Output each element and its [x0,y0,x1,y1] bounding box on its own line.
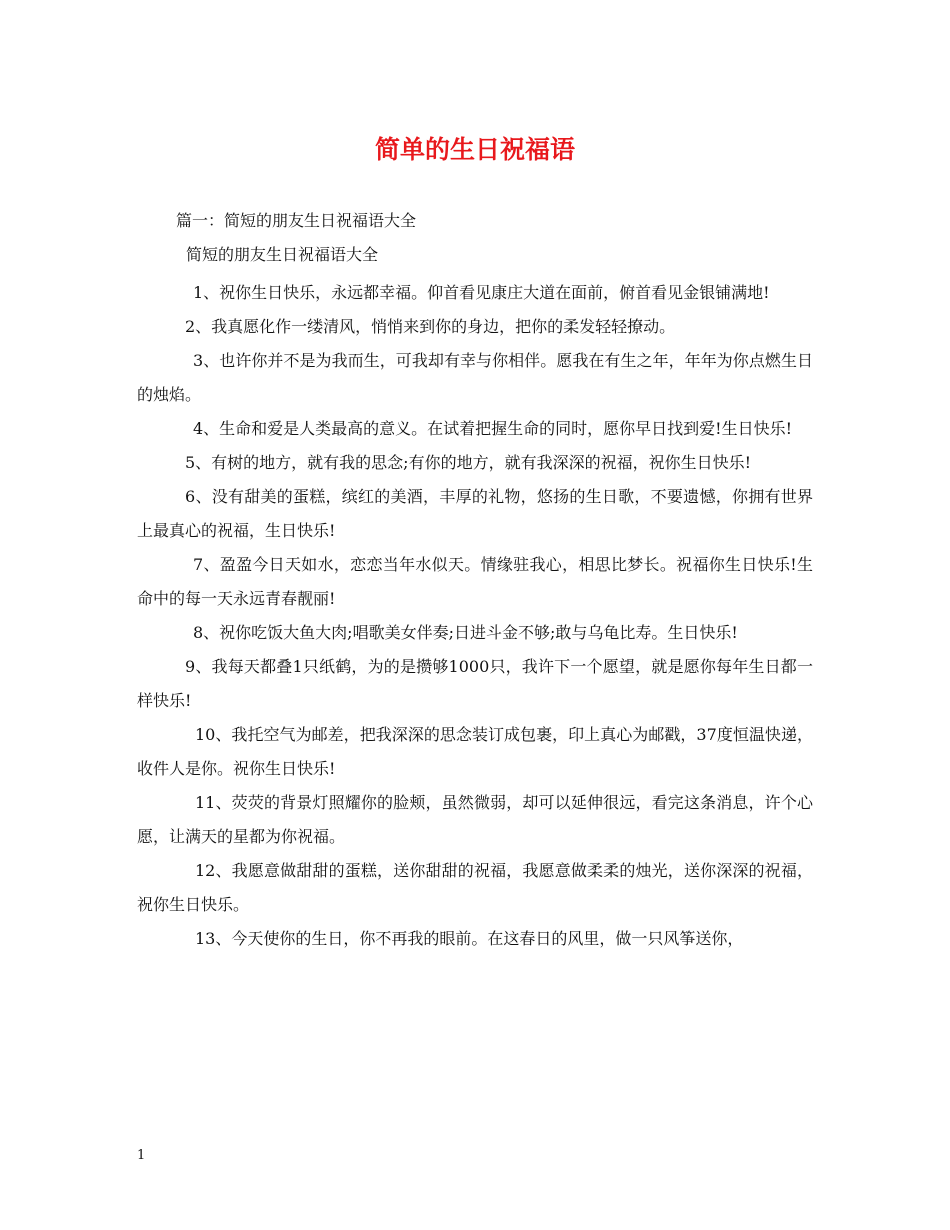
paragraph-11: 11、荧荧的背景灯照耀你的脸颊，虽然微弱，却可以延伸很远，看完这条消息，许个心愿，让满天的星都为你祝福。 [137,793,813,846]
paragraph-10: 10、我托空气为邮差，把我深深的思念装订成包裹，印上真心为邮戳，37度恒温快递，收件人是你。祝你生日快乐! [137,725,813,778]
paragraph-7: 7、盈盈今日天如水，恋恋当年水似天。情缘驻我心，相思比梦长。祝福你生日快乐!生命中的每一天永远青春靓丽! [137,555,813,608]
document-title: 简单的生日祝福语 [374,135,575,164]
paragraph-13: 13、今天使你的生日，你不再我的眼前。在这春日的风里，做一只风筝送你， [195,929,744,948]
sub-heading: 简短的朋友生日祝福语大全 [186,245,379,264]
paragraph-9: 9、我每天都叠1只纸鹤，为的是攒够1000只，我许下一个愿望，就是愿你每年生日都一样快乐! [137,657,813,710]
paragraph-6: 6、没有甜美的蛋糕，缤红的美酒，丰厚的礼物，悠扬的生日歌，不要遗憾，你拥有世界上最真心的祝福，生日快乐! [137,487,813,540]
paragraph-12: 12、我愿意做甜甜的蛋糕，送你甜甜的祝福，我愿意做柔柔的烛光，送你深深的祝福，祝你生日快乐。 [137,861,813,914]
section-heading: 篇一：简短的朋友生日祝福语大全 [176,211,417,230]
paragraph-2: 2、我真愿化作一缕清风，悄悄来到你的身边，把你的柔发轻轻撩动。 [185,317,676,336]
paragraph-4: 4、生命和爱是人类最高的意义。在试着把握生命的同时，愿你早日找到爱!生日快乐! [193,419,793,438]
paragraph-8: 8、祝你吃饭大鱼大肉;唱歌美女伴奏;日进斗金不够;敢与乌龟比寿。生日快乐! [193,623,738,642]
page-number: 1 [137,1148,146,1163]
document-body [137,276,813,956]
paragraph-5: 5、有树的地方，就有我的思念;有你的地方，就有我深深的祝福，祝你生日快乐! [185,453,752,472]
paragraph-3: 3、也许你并不是为我而生，可我却有幸与你相伴。愿我在有生之年，年年为你点燃生日的烛焰。 [137,351,813,404]
paragraph-1: 1、祝你生日快乐，永远都幸福。仰首看见康庄大道在面前，俯首看见金银铺满地! [193,283,770,302]
